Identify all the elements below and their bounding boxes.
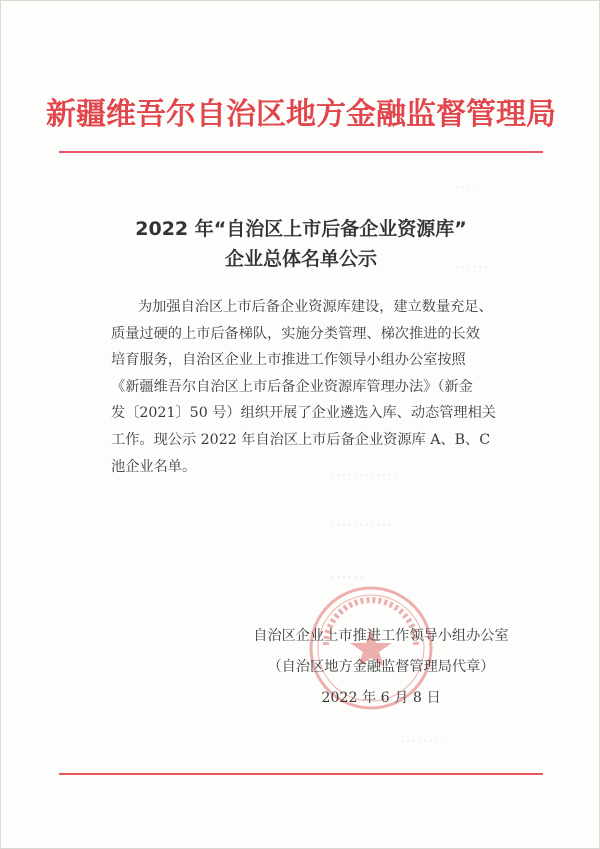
bleed-through-mark: · · · · · · <box>331 573 363 583</box>
bleed-through-mark: · · · · · · <box>456 263 488 273</box>
notice-title-line-1: 2022 年“自治区上市后备企业资源库” <box>135 218 467 240</box>
body-line: 发〔2021〕50 号）组织开展了企业遴选入库、动态管理相关 <box>111 405 496 422</box>
notice-body <box>111 294 501 480</box>
body-line: 培育服务，自治区企业上市推进工作领导小组办公室按照 <box>111 352 466 369</box>
body-line: 工作。现公示 2022 年自治区上市后备企业资源库 A、B、C <box>111 431 491 448</box>
signature-seal-note: （自治区地方金融监督管理局代章） <box>267 659 495 675</box>
body-line: 池企业名单。 <box>111 458 197 475</box>
bleed-through-mark: · · · · <box>456 183 477 193</box>
bleed-through-mark: · · · · · · · · · · · · <box>331 471 397 481</box>
bleed-through-mark: · · · · · · · · · · · <box>331 521 392 531</box>
letterhead-org-name: 新疆维吾尔自治区地方金融监督管理局 <box>46 97 556 132</box>
body-line: 《新疆维吾尔自治区上市后备企业资源库管理办法》（新金 <box>111 378 473 395</box>
letterhead-red-rule <box>59 151 543 153</box>
body-line: 为加强自治区上市后备企业资源库建设，建立数量充足、 <box>138 299 493 315</box>
bleed-through-mark: · · · · · · · · <box>401 737 444 747</box>
signature-office: 自治区企业上市推进工作领导小组办公室 <box>253 628 509 644</box>
footer-red-rule <box>59 773 543 775</box>
notice-title-line-2: 企业总体名单公示 <box>224 248 377 270</box>
signature-date: 2022 年 6 月 8 日 <box>321 690 441 706</box>
body-line: 质量过硬的上市后备梯队，实施分类管理、梯次推进的长效 <box>111 325 480 342</box>
